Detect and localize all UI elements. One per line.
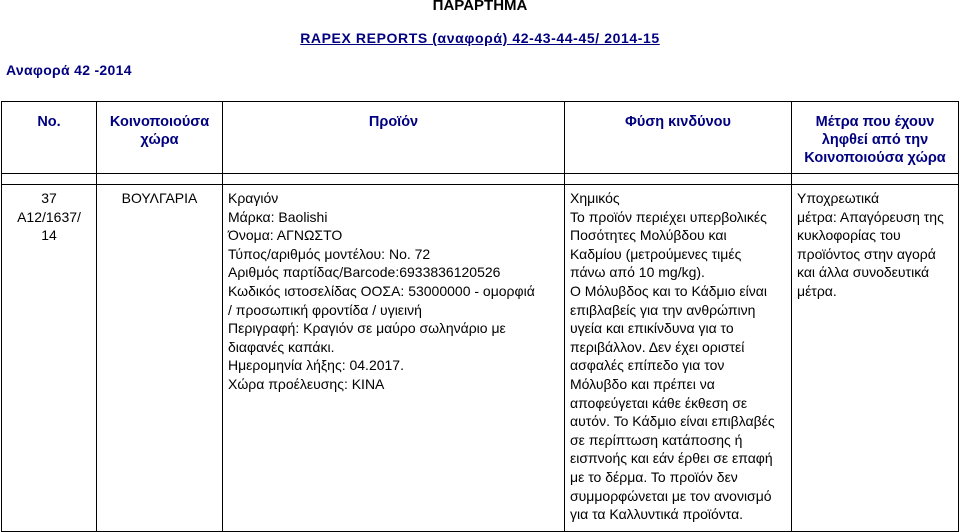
hazard-line: Ο Μόλυβδος και το Κάδμιο είναι xyxy=(570,282,767,299)
page-title: ΠΑΡΑΡΤΗΜΑ xyxy=(432,0,528,14)
column-header-measures xyxy=(792,102,959,174)
hazard-line: εισπνοής και εάν έρθει σε επαφή xyxy=(570,450,773,467)
product-line: Όνομα: ΑΓΝΩΣΤΟ xyxy=(228,227,343,244)
product-line: Ημερομηνία λήξης: 04.2017. xyxy=(228,357,404,374)
cell-product xyxy=(223,185,565,532)
spacer-cell xyxy=(97,174,223,185)
hazard-line: για τα Καλλυντικά προϊόντα. xyxy=(570,506,744,523)
hazard-line: πάνω από 10 mg/kg). xyxy=(570,264,705,281)
hazard-line: επιβλαβείς για την ανθρώπινη xyxy=(570,301,756,318)
column-header-country xyxy=(97,102,223,174)
table-header-row xyxy=(2,102,959,174)
column-header-line: ληφθεί από την xyxy=(821,132,929,148)
hazard-line: Μόλυβδο και πρέπει να xyxy=(570,375,715,392)
hazard-line: υγεία και επικίνδυνα για το xyxy=(570,320,734,337)
measures-line: μέτρα. xyxy=(797,282,837,299)
hazard-line: Το προϊόν περιέχει υπερβολικές xyxy=(570,208,767,225)
product-line: Κωδικός ιστοσελίδας ΟΟΣΑ: 53000000 - ομορφιά xyxy=(228,282,535,299)
report-title: RAPEX REPORTS (αναφορά) 42-43-44-45/ 2014-15 xyxy=(300,30,660,46)
number-line: 37 xyxy=(41,190,57,206)
hazard-line: περιβάλλον. Δεν έχει οριστεί xyxy=(570,338,745,355)
column-header-hazard xyxy=(565,102,792,174)
hazard-line: Καδμίου (μετρούμενες τιμές xyxy=(570,245,742,262)
product-line: Περιγραφή: Κραγιόν σε μαύρο σωληνάριο με xyxy=(228,320,506,337)
column-header-product xyxy=(223,102,565,174)
product-line: διαφανές καπάκι. xyxy=(228,338,335,355)
cell-hazard xyxy=(565,185,792,532)
column-header-line: Φύση κινδύνου xyxy=(625,114,731,130)
cell-number xyxy=(2,185,97,532)
table-row xyxy=(2,185,959,532)
cell-country xyxy=(97,185,223,532)
spacer-cell xyxy=(223,174,565,185)
measures-line: Υποχρεωτικά xyxy=(797,190,880,206)
column-header-line: Μέτρα που έχουν xyxy=(815,114,935,130)
column-header-line: Κοινοποιούσα χώρα xyxy=(804,150,946,166)
product-line: Χώρα προέλευσης: ΚΙΝΑ xyxy=(228,375,385,392)
column-header-line: Προϊόν xyxy=(368,114,419,130)
column-header-line: χώρα xyxy=(140,132,179,148)
measures-line: και άλλα συνοδευτικά xyxy=(797,264,930,281)
measures-line: προϊόντος στην αγορά xyxy=(797,245,936,262)
measures-line: μέτρα: Απαγόρευση της xyxy=(797,208,944,225)
hazard-line: ασφαλές επίπεδο για τον xyxy=(570,357,725,374)
spacer-cell xyxy=(2,174,97,185)
hazard-line: Ποσότητες Μολύβδου και xyxy=(570,227,727,244)
spacer-cell xyxy=(565,174,792,185)
country-text: ΒΟΥΛΓΑΡΙΑ xyxy=(121,190,198,206)
column-header-number xyxy=(2,102,97,174)
hazard-line: αυτόν. Το Κάδμιο είναι επιβλαβές xyxy=(570,413,775,430)
product-line: Κραγιόν xyxy=(228,190,279,206)
rapex-table xyxy=(1,101,959,532)
table-spacer-row xyxy=(2,174,959,185)
product-line: / προσωπική φροντίδα / υγιεινή xyxy=(228,301,422,318)
number-line: A12/1637/ xyxy=(17,208,81,225)
number-line: 14 xyxy=(41,227,57,244)
hazard-line: Χημικός xyxy=(570,190,620,206)
product-line: Αριθμός παρτίδας/Barcode:6933836120526 xyxy=(228,264,501,281)
product-line: Μάρκα: Baolishi xyxy=(228,208,328,225)
report-subtitle: Αναφορά 42 -2014 xyxy=(6,62,132,78)
column-header-line: Κοινοποιούσα xyxy=(109,114,210,130)
hazard-line: σε περίπτωση κατάποσης ή xyxy=(570,431,743,448)
cell-measures xyxy=(792,185,959,532)
product-line: Τύπος/αριθμός μοντέλου: No. 72 xyxy=(228,245,431,262)
column-header-line: No. xyxy=(37,114,61,130)
hazard-line: με το δέρμα. Το προϊόν δεν xyxy=(570,468,738,485)
measures-line: κυκλοφορίας του xyxy=(797,227,901,244)
hazard-line: αποφεύγεται κάθε έκθεση σε xyxy=(570,394,748,411)
hazard-line: συμμορφώνεται με τον ανονισμό xyxy=(570,487,772,504)
spacer-cell xyxy=(792,174,959,185)
